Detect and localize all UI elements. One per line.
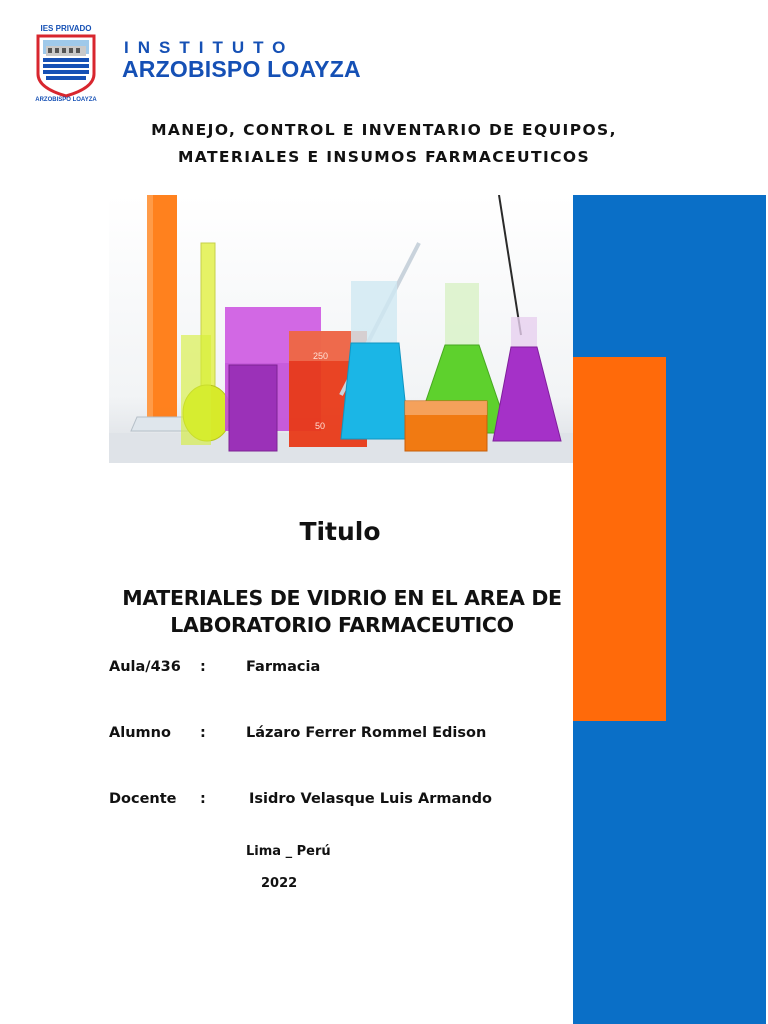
course-title-line-1: MANEJO, CONTROL E INVENTARIO DE EQUIPOS, (151, 121, 617, 139)
info-separator-alumno: : (200, 725, 206, 741)
document-title-label: Titulo (299, 517, 381, 546)
info-value-alumno: Lázaro Ferrer Rommel Edison (246, 725, 487, 741)
institution-name-line-2: ARZOBISPO LOAYZA (122, 56, 361, 82)
info-value-docente: Isidro Velasque Luis Armando (249, 791, 492, 807)
info-value-aula: Farmacia (246, 659, 321, 675)
course-title-line-2: MATERIALES E INSUMOS FARMACEUTICOS (177, 148, 591, 166)
info-separator-aula: : (200, 659, 206, 675)
info-label-aula: Aula/436 (109, 659, 181, 675)
info-label-alumno: Alumno (109, 725, 171, 741)
logo-text-top: IES PRIVADO (40, 24, 92, 33)
lab-glassware-photo (109, 195, 573, 463)
year-text: 2022 (261, 876, 298, 891)
beaker-marking-250: 250 (313, 351, 329, 361)
document-subject-line-2: LABORATORIO FARMACEUTICO (170, 613, 514, 637)
logo-text-bottom: ARZOBISPO LOAYZA (35, 97, 97, 102)
institution-name-line-1: INSTITUTO (124, 38, 295, 57)
beaker-marking-50: 50 (315, 421, 326, 431)
document-subject-line-1: MATERIALES DE VIDRIO EN EL AREA DE (122, 586, 562, 610)
info-separator-docente: : (200, 791, 206, 807)
info-label-docente: Docente (109, 791, 177, 807)
institute-logo (34, 22, 98, 102)
place-text: Lima _ Perú (246, 844, 331, 859)
